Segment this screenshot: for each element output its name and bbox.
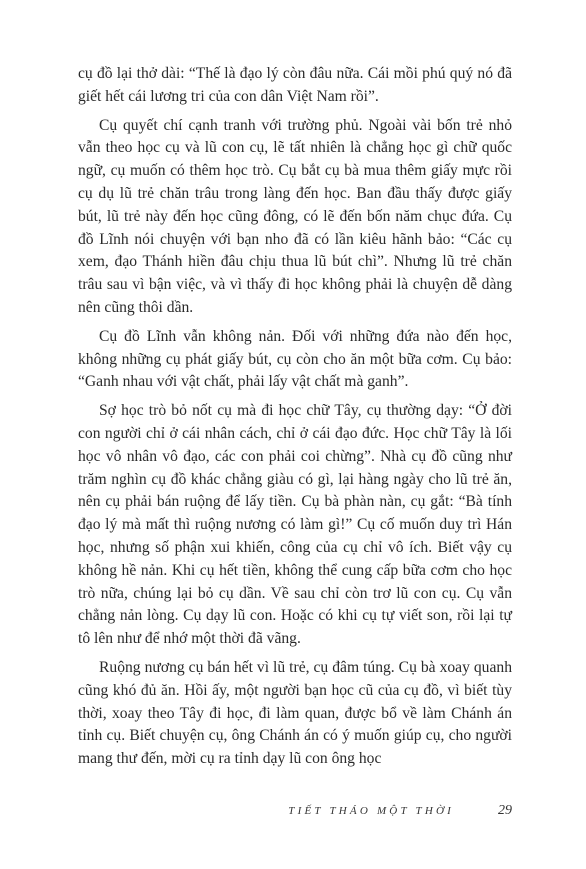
paragraph: Cụ đồ Lĩnh vẫn không nản. Đối với những đứa nào đến học, không những cụ phát giấy bút, cụ còn cho ăn một bữa cơm. Cụ bảo: “Ganh nhau với vật chất, phải lấy vật chất mà ganh”. [78, 327, 512, 391]
page-footer [78, 803, 512, 823]
running-title: TIẾT THÁO MỘT THỜI [288, 805, 454, 817]
page-number: 29 [498, 803, 512, 818]
paragraph: Ruộng nương cụ bán hết vì lũ trẻ, cụ đâm túng. Cụ bà xoay quanh cũng khó đủ ăn. Hồi ấy, một người bạn học cũ của cụ đồ, vì biết tùy thời, xoay theo Tây đi học, đi làm quan, được bổ về làm Chánh án tỉnh cụ. Biết chuyện cụ, ông Chánh án có ý muốn giúp cụ, cho người mang thư đến, mời cụ ra tỉnh dạy lũ con ông học [78, 658, 512, 768]
paragraph: Sợ học trò bỏ nốt cụ mà đi học chữ Tây, cụ thường dạy: “Ở đời con người chỉ ở cái nhân cách, chỉ ở cái đạo đức. Học chữ Tây là lối học vô nhân vô đạo, các con phải coi chừng”. Nhà cụ đồ cũng như trăm nghìn cụ đồ khác chẳng giàu có gì, lại hàng ngày cho lũ trẻ ăn, nên cụ phải bán ruộng để lấy tiền. Cụ bà phàn nàn, cụ gắt: “Bà tính đạo lý mà mất thì ruộng nương có làm gì!” Cụ cố muốn duy trì Hán học, nhưng số phận xui khiến, công của cụ chỉ vô ích. Biết vậy cụ không hề nản. Khi cụ hết tiền, không thể cung cấp bữa cơm cho học trò nữa, chúng lại bỏ cụ dần. Về sau chỉ còn trơ lũ con cụ. Cụ vẫn chẳng nản lòng. Cụ dạy lũ con. Hoặc có khi cụ tự viết son, rồi lại tự tô lên như để nhớ một thời đã vãng. [78, 402, 512, 648]
body-text [78, 63, 512, 777]
paragraph: Cụ quyết chí cạnh tranh với trường phủ. Ngoài vài bốn trẻ nhỏ vẫn theo học cụ và lũ con cụ, lẽ tất nhiên là chẳng học gì chữ quốc ngữ, cụ muốn có thêm học trò. Cụ bắt cụ bà mua thêm giấy mực rồi cụ dụ lũ trẻ chăn trâu trong làng đến học. Ban đầu thấy được giấy bút, lũ trẻ này đến học cũng đông, có lẽ đến bốn năm chục đứa. Cụ đồ Lĩnh nói chuyện với bạn nho đã có lần kiêu hãnh bảo: “Các cụ xem, đạo Thánh hiền đâu chịu thua lũ bút chì”. Nhưng lũ trẻ chăn trâu sau vì bận việc, và vì thấy đi học không phải là chuyện dễ dàng nên cũng thôi dần. [78, 116, 512, 316]
paragraph-continuation: cụ đồ lại thở dài: “Thế là đạo lý còn đâu nữa. Cái mồi phú quý nó đã giết hết cái lương tri của con dân Việt Nam rồi”. [78, 65, 512, 105]
